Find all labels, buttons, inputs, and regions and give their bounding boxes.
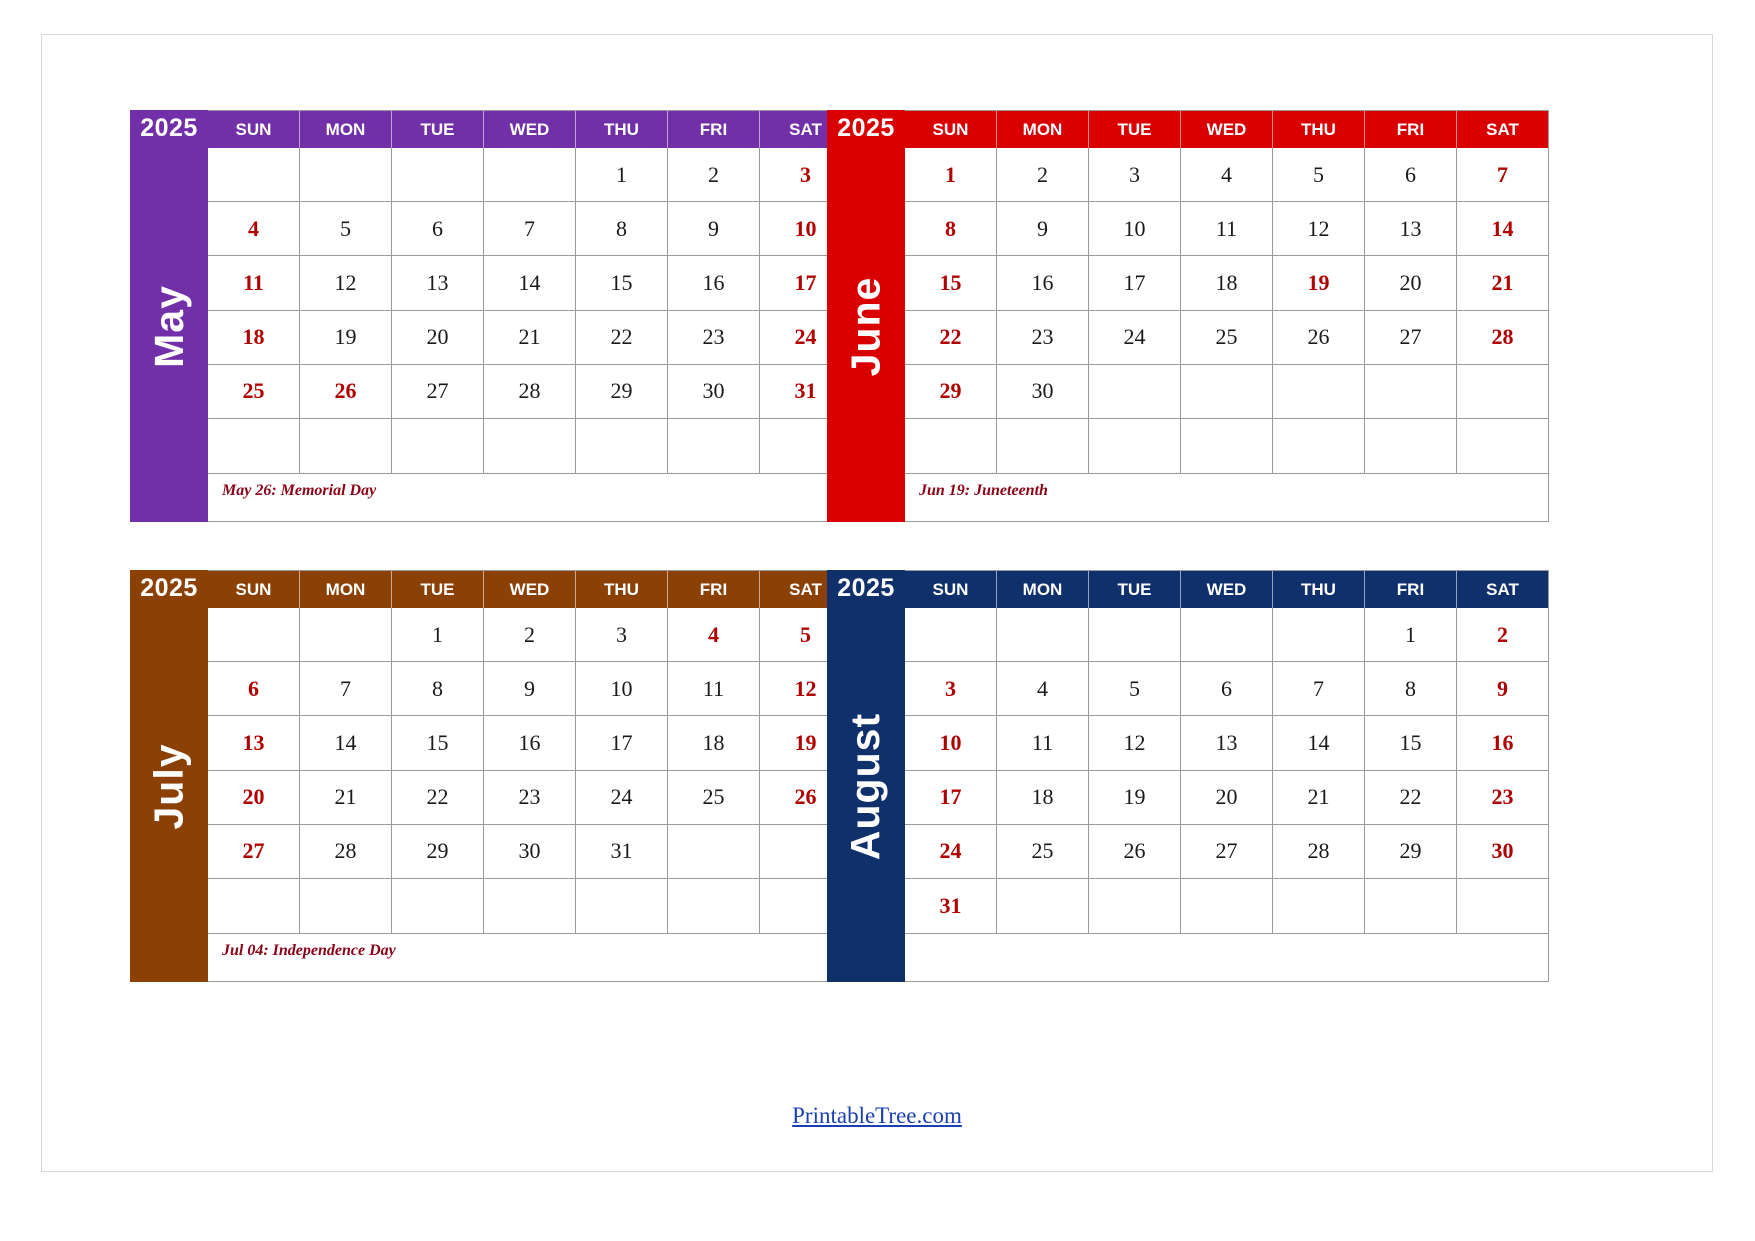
- day-cell[interactable]: 29: [1365, 825, 1457, 879]
- day-cell[interactable]: 17: [905, 771, 997, 825]
- day-cell[interactable]: 9: [997, 202, 1089, 256]
- day-cell[interactable]: 6: [208, 662, 300, 716]
- weekday-header-sun: SUN: [208, 571, 300, 608]
- day-cell[interactable]: 31: [760, 365, 851, 419]
- month-body: [905, 110, 1549, 522]
- weekday-header-sun: SUN: [208, 111, 300, 148]
- week-row: [208, 662, 851, 716]
- day-cell[interactable]: 14: [1273, 716, 1365, 770]
- day-cell[interactable]: 21: [484, 311, 576, 365]
- holiday-notes: [905, 933, 1548, 981]
- day-cell[interactable]: 12: [1273, 202, 1365, 256]
- day-cell[interactable]: 20: [208, 771, 300, 825]
- day-cell[interactable]: 16: [1457, 716, 1548, 770]
- day-cell[interactable]: 7: [300, 662, 392, 716]
- day-cell[interactable]: 25: [1181, 311, 1273, 365]
- day-cell[interactable]: 3: [905, 662, 997, 716]
- day-cell-empty: [1181, 608, 1273, 662]
- day-cell[interactable]: 11: [668, 662, 760, 716]
- day-cell-empty: [300, 608, 392, 662]
- day-cell-empty: [997, 608, 1089, 662]
- week-row: [208, 202, 851, 256]
- weekday-header-sat: SAT: [1486, 579, 1519, 599]
- day-cell-empty: [668, 825, 760, 879]
- year-label: 2025: [837, 574, 895, 602]
- day-cell-empty: [668, 879, 760, 933]
- day-cell[interactable]: 16: [668, 256, 760, 310]
- day-cell[interactable]: 8: [1365, 662, 1457, 716]
- day-cell[interactable]: 8: [392, 662, 484, 716]
- day-cell[interactable]: 24: [760, 311, 851, 365]
- day-cell[interactable]: 30: [668, 365, 760, 419]
- day-cell[interactable]: 12: [1089, 716, 1181, 770]
- day-cell[interactable]: 14: [484, 256, 576, 310]
- day-cell[interactable]: 19: [300, 311, 392, 365]
- day-cell[interactable]: 18: [1181, 256, 1273, 310]
- day-cell[interactable]: 20: [1365, 256, 1457, 310]
- day-cell[interactable]: 30: [997, 365, 1089, 419]
- month-block-june: [827, 110, 1549, 522]
- day-cell[interactable]: 3: [760, 148, 851, 202]
- weeks-container: [208, 148, 851, 473]
- day-cell[interactable]: 12: [300, 256, 392, 310]
- day-cell[interactable]: 10: [1089, 202, 1181, 256]
- day-cell-empty: [484, 419, 576, 473]
- year-label: 2025: [140, 574, 198, 602]
- weekday-header-row: [905, 111, 1548, 148]
- day-cell[interactable]: 2: [484, 608, 576, 662]
- week-row: [905, 879, 1548, 933]
- week-row: [208, 716, 851, 770]
- day-cell[interactable]: 12: [760, 662, 851, 716]
- holiday-note-text: Jun 19: Juneteenth: [919, 482, 1048, 499]
- day-cell[interactable]: 9: [484, 662, 576, 716]
- week-row: [905, 662, 1548, 716]
- day-cell-empty: [208, 608, 300, 662]
- day-cell[interactable]: 24: [1089, 311, 1181, 365]
- day-cell[interactable]: 14: [300, 716, 392, 770]
- day-cell[interactable]: 2: [668, 148, 760, 202]
- month-block-may: [130, 110, 852, 522]
- weekday-header-fri: FRI: [668, 111, 760, 148]
- day-cell[interactable]: 13: [392, 256, 484, 310]
- weekday-header-sat: SAT: [789, 119, 822, 139]
- day-cell[interactable]: 18: [997, 771, 1089, 825]
- week-row: [905, 825, 1548, 879]
- day-cell-empty: [1273, 879, 1365, 933]
- day-cell[interactable]: 4: [1181, 148, 1273, 202]
- day-cell[interactable]: 27: [1365, 311, 1457, 365]
- day-cell[interactable]: 21: [300, 771, 392, 825]
- day-cell-empty: [576, 879, 668, 933]
- day-cell[interactable]: 20: [1181, 771, 1273, 825]
- month-body: [208, 570, 852, 982]
- day-cell[interactable]: 27: [1181, 825, 1273, 879]
- weekday-header-sun: SUN: [905, 111, 997, 148]
- day-cell[interactable]: 10: [576, 662, 668, 716]
- day-cell[interactable]: 22: [1365, 771, 1457, 825]
- day-cell[interactable]: 1: [392, 608, 484, 662]
- week-row: [905, 365, 1548, 419]
- day-cell[interactable]: 5: [1089, 662, 1181, 716]
- day-cell-empty: [484, 148, 576, 202]
- month-name: May: [145, 284, 192, 368]
- day-cell-empty: [1365, 879, 1457, 933]
- week-row: [208, 365, 851, 419]
- day-cell[interactable]: 1: [576, 148, 668, 202]
- day-cell-empty: [1089, 365, 1181, 419]
- week-row: [905, 256, 1548, 310]
- day-cell[interactable]: 5: [1273, 148, 1365, 202]
- day-cell[interactable]: 6: [392, 202, 484, 256]
- weekday-header-row: [208, 571, 851, 608]
- day-cell[interactable]: 6: [1365, 148, 1457, 202]
- day-cell[interactable]: 13: [1365, 202, 1457, 256]
- day-cell[interactable]: 17: [1089, 256, 1181, 310]
- day-cell-empty: [997, 419, 1089, 473]
- day-cell[interactable]: 5: [760, 608, 851, 662]
- week-row: [905, 419, 1548, 473]
- day-cell-empty: [1089, 608, 1181, 662]
- month-sidebar: [827, 110, 905, 522]
- day-cell[interactable]: 1: [1365, 608, 1457, 662]
- holiday-notes: [208, 473, 851, 521]
- day-cell[interactable]: 26: [1089, 825, 1181, 879]
- day-cell-empty: [1365, 419, 1457, 473]
- weeks-container: [208, 608, 851, 933]
- page-footer: [42, 1103, 1712, 1129]
- day-cell[interactable]: 4: [997, 662, 1089, 716]
- weekday-header-row: [208, 111, 851, 148]
- day-cell-empty: [300, 879, 392, 933]
- month-sidebar: [130, 110, 208, 522]
- holiday-note-text: Jul 04: Independence Day: [222, 942, 396, 959]
- day-cell[interactable]: 31: [576, 825, 668, 879]
- month-body: [905, 570, 1549, 982]
- day-cell[interactable]: 24: [576, 771, 668, 825]
- day-cell[interactable]: 21: [1273, 771, 1365, 825]
- week-row: [208, 825, 851, 879]
- printabletree-link[interactable]: PrintableTree.com: [792, 1103, 962, 1128]
- day-cell-empty: [392, 419, 484, 473]
- day-cell-empty: [392, 148, 484, 202]
- day-cell-empty: [1089, 879, 1181, 933]
- day-cell[interactable]: 26: [1273, 311, 1365, 365]
- day-cell[interactable]: 4: [668, 608, 760, 662]
- day-cell[interactable]: 20: [392, 311, 484, 365]
- day-cell[interactable]: 17: [576, 716, 668, 770]
- day-cell[interactable]: 28: [1457, 311, 1548, 365]
- weekday-header-thu: THU: [1273, 111, 1365, 148]
- week-row: [905, 311, 1548, 365]
- week-row: [208, 148, 851, 202]
- day-cell[interactable]: 9: [1457, 662, 1548, 716]
- day-cell[interactable]: 7: [1457, 148, 1548, 202]
- day-cell[interactable]: 11: [997, 716, 1089, 770]
- day-cell-empty: [300, 419, 392, 473]
- week-row: [208, 879, 851, 933]
- week-row: [905, 716, 1548, 770]
- weekday-header-wed: WED: [484, 571, 576, 608]
- day-cell[interactable]: 29: [576, 365, 668, 419]
- day-cell[interactable]: 16: [997, 256, 1089, 310]
- day-cell[interactable]: 21: [1457, 256, 1548, 310]
- day-cell[interactable]: 26: [300, 365, 392, 419]
- weekday-header-row: [905, 571, 1548, 608]
- day-cell[interactable]: 27: [208, 825, 300, 879]
- day-cell[interactable]: 13: [208, 716, 300, 770]
- day-cell[interactable]: 4: [208, 202, 300, 256]
- day-cell-empty: [905, 608, 997, 662]
- day-cell[interactable]: 15: [905, 256, 997, 310]
- day-cell[interactable]: 2: [997, 148, 1089, 202]
- day-cell[interactable]: 2: [1457, 608, 1548, 662]
- day-cell[interactable]: 22: [905, 311, 997, 365]
- calendar-grid: [42, 35, 1712, 1171]
- month-block-august: [827, 570, 1549, 982]
- day-cell[interactable]: 14: [1457, 202, 1548, 256]
- day-cell[interactable]: 19: [1089, 771, 1181, 825]
- day-cell-empty: [1181, 365, 1273, 419]
- day-cell-empty: [300, 148, 392, 202]
- day-cell[interactable]: 31: [905, 879, 997, 933]
- week-row: [208, 256, 851, 310]
- day-cell-empty: [576, 419, 668, 473]
- day-cell-empty: [208, 419, 300, 473]
- day-cell[interactable]: 1: [905, 148, 997, 202]
- day-cell-empty: [668, 419, 760, 473]
- day-cell[interactable]: 3: [576, 608, 668, 662]
- day-cell[interactable]: 27: [392, 365, 484, 419]
- month-name: June: [842, 276, 889, 376]
- month-name: July: [145, 742, 192, 830]
- weekday-header-thu: THU: [576, 571, 668, 608]
- week-row: [208, 311, 851, 365]
- week-row: [905, 148, 1548, 202]
- day-cell[interactable]: 30: [484, 825, 576, 879]
- weekday-header-tue: TUE: [392, 571, 484, 608]
- weekday-header-tue: TUE: [1089, 571, 1181, 608]
- year-label: 2025: [837, 114, 895, 142]
- day-cell[interactable]: 25: [997, 825, 1089, 879]
- holiday-notes: [208, 933, 851, 981]
- day-cell-empty: [208, 879, 300, 933]
- day-cell[interactable]: 28: [300, 825, 392, 879]
- day-cell-empty: [1273, 608, 1365, 662]
- day-cell-empty: [1181, 419, 1273, 473]
- weekday-header-fri: FRI: [1365, 571, 1457, 608]
- day-cell-empty: [905, 419, 997, 473]
- week-row: [905, 608, 1548, 662]
- day-cell-empty: [1457, 879, 1548, 933]
- day-cell[interactable]: 18: [208, 311, 300, 365]
- day-cell[interactable]: 23: [484, 771, 576, 825]
- holiday-note-text: May 26: Memorial Day: [222, 482, 377, 499]
- weekday-header-sat: SAT: [789, 579, 822, 599]
- day-cell[interactable]: 7: [484, 202, 576, 256]
- day-cell-empty: [997, 879, 1089, 933]
- day-cell-empty: [1273, 419, 1365, 473]
- weekday-header-sun: SUN: [905, 571, 997, 608]
- weekday-header-mon: MON: [300, 571, 392, 608]
- day-cell[interactable]: 6: [1181, 662, 1273, 716]
- day-cell[interactable]: 19: [760, 716, 851, 770]
- day-cell[interactable]: 10: [905, 716, 997, 770]
- week-row: [905, 202, 1548, 256]
- day-cell[interactable]: 8: [905, 202, 997, 256]
- day-cell[interactable]: 18: [668, 716, 760, 770]
- month-body: [208, 110, 852, 522]
- weekday-header-wed: WED: [1181, 571, 1273, 608]
- day-cell[interactable]: 9: [668, 202, 760, 256]
- day-cell[interactable]: 13: [1181, 716, 1273, 770]
- day-cell[interactable]: 5: [300, 202, 392, 256]
- day-cell[interactable]: 26: [760, 771, 851, 825]
- day-cell-empty: [208, 148, 300, 202]
- day-cell[interactable]: 28: [484, 365, 576, 419]
- day-cell[interactable]: 29: [392, 825, 484, 879]
- weekday-header-fri: FRI: [1365, 111, 1457, 148]
- weekday-header-tue: TUE: [392, 111, 484, 148]
- day-cell[interactable]: 3: [1089, 148, 1181, 202]
- weekday-header-thu: THU: [1273, 571, 1365, 608]
- weekday-header-mon: MON: [997, 111, 1089, 148]
- week-row: [208, 771, 851, 825]
- weekday-header-wed: WED: [1181, 111, 1273, 148]
- weekday-header-fri: FRI: [668, 571, 760, 608]
- day-cell[interactable]: 30: [1457, 825, 1548, 879]
- day-cell-empty: [1457, 419, 1548, 473]
- weekday-header-mon: MON: [997, 571, 1089, 608]
- weekday-header-sat: SAT: [1486, 119, 1519, 139]
- day-cell[interactable]: 25: [668, 771, 760, 825]
- day-cell[interactable]: 22: [576, 311, 668, 365]
- day-cell-empty: [484, 879, 576, 933]
- week-row: [208, 419, 851, 473]
- month-name: August: [842, 712, 889, 860]
- weeks-container: [905, 608, 1548, 933]
- day-cell-empty: [1457, 365, 1548, 419]
- day-cell[interactable]: 19: [1273, 256, 1365, 310]
- weeks-container: [905, 148, 1548, 473]
- month-sidebar: [130, 570, 208, 982]
- day-cell-empty: [1089, 419, 1181, 473]
- week-row: [905, 771, 1548, 825]
- day-cell[interactable]: 23: [668, 311, 760, 365]
- day-cell[interactable]: 29: [905, 365, 997, 419]
- day-cell-empty: [392, 879, 484, 933]
- month-sidebar: [827, 570, 905, 982]
- weekday-header-thu: THU: [576, 111, 668, 148]
- day-cell[interactable]: 15: [392, 716, 484, 770]
- day-cell[interactable]: 15: [1365, 716, 1457, 770]
- day-cell[interactable]: 28: [1273, 825, 1365, 879]
- day-cell[interactable]: 15: [576, 256, 668, 310]
- day-cell-empty: [1273, 365, 1365, 419]
- calendar-page: [41, 34, 1713, 1172]
- day-cell[interactable]: 16: [484, 716, 576, 770]
- weekday-header-mon: MON: [300, 111, 392, 148]
- day-cell-empty: [1181, 879, 1273, 933]
- day-cell[interactable]: 17: [760, 256, 851, 310]
- day-cell-empty: [1365, 365, 1457, 419]
- holiday-notes: [905, 473, 1548, 521]
- day-cell[interactable]: 23: [1457, 771, 1548, 825]
- month-block-july: [130, 570, 852, 982]
- day-cell[interactable]: 10: [760, 202, 851, 256]
- day-cell[interactable]: 11: [208, 256, 300, 310]
- day-cell[interactable]: 11: [1181, 202, 1273, 256]
- year-label: 2025: [140, 114, 198, 142]
- day-cell[interactable]: 7: [1273, 662, 1365, 716]
- weekday-header-tue: TUE: [1089, 111, 1181, 148]
- day-cell[interactable]: 25: [208, 365, 300, 419]
- day-cell[interactable]: 22: [392, 771, 484, 825]
- weekday-header-wed: WED: [484, 111, 576, 148]
- day-cell[interactable]: 24: [905, 825, 997, 879]
- day-cell[interactable]: 23: [997, 311, 1089, 365]
- day-cell[interactable]: 8: [576, 202, 668, 256]
- week-row: [208, 608, 851, 662]
